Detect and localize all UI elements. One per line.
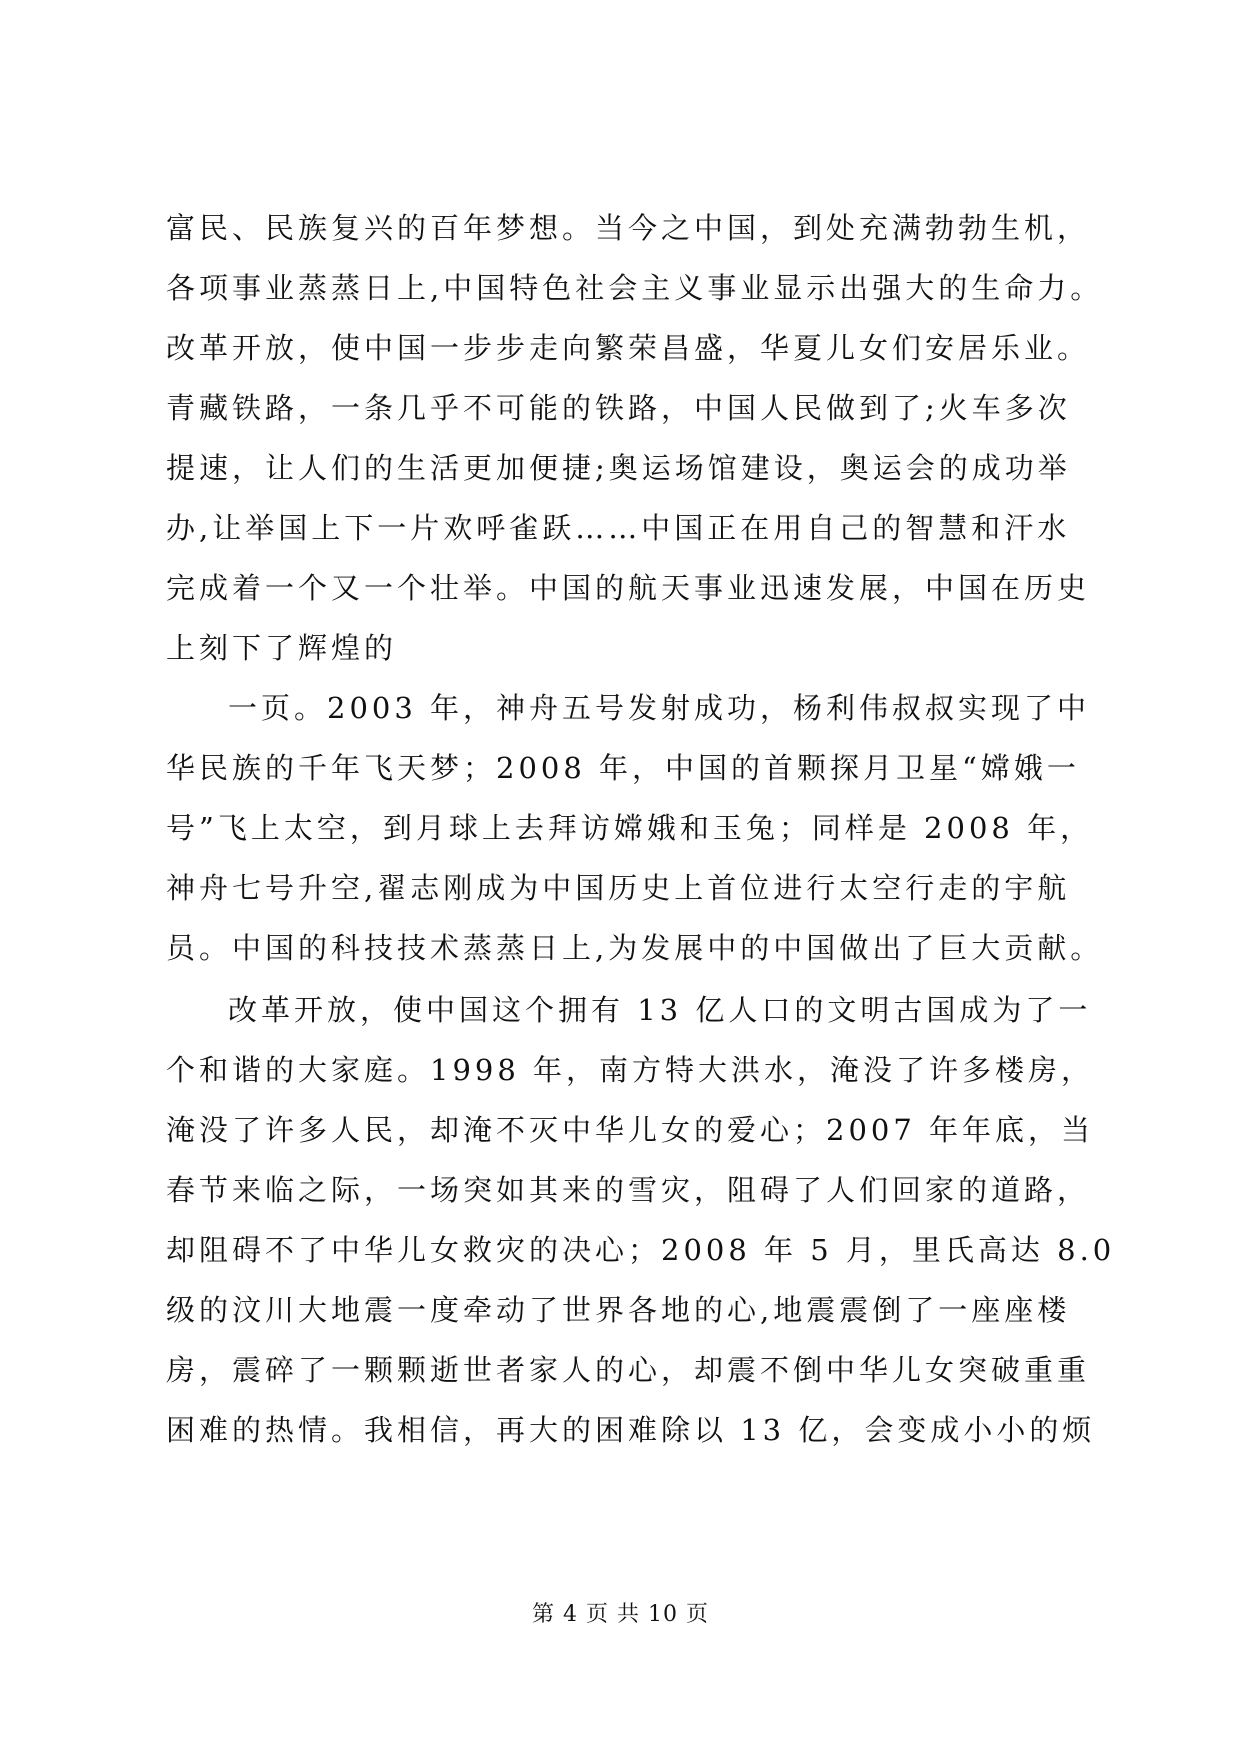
paragraph-first-line: 一页。2003 年，神舟五号发射成功，杨利伟叔叔实现了中	[228, 691, 1091, 725]
text-line: 办,让举国上下一片欢呼雀跃……中国正在用自己的智慧和汗水	[166, 511, 1071, 545]
text-line: 各项事业蒸蒸日上,中国特色社会主义事业显示出强大的生命力。	[166, 271, 1104, 305]
text-line: 淹没了许多人民，却淹不灭中华儿女的爱心；2007 年年底，当	[166, 1113, 1095, 1147]
text-line: 提速，让人们的生活更加便捷;奥运场馆建设，奥运会的成功举	[166, 451, 1071, 485]
text-line: 上刻下了辉煌的	[166, 631, 398, 665]
text-line: 级的汶川大地震一度牵动了世界各地的心,地震震倒了一座座楼	[166, 1293, 1071, 1327]
text-line: 却阻碍不了中华儿女救灾的决心；2008 年 5 月，里氏高达 8.0	[166, 1233, 1116, 1267]
text-line: 富民、民族复兴的百年梦想。当今之中国，到处充满勃勃生机，	[166, 211, 1091, 245]
text-line: 华民族的千年飞天梦；2008 年，中国的首颗探月卫星“嫦娥一	[166, 751, 1080, 785]
text-line: 春节来临之际，一场突如其来的雪灾，阻碍了人们回家的道路，	[166, 1173, 1091, 1207]
text-line: 员。中国的科技技术蒸蒸日上,为发展中的中国做出了巨大贡献。	[166, 931, 1104, 965]
text-line: 完成着一个又一个壮举。中国的航天事业迅速发展，中国在历史	[166, 571, 1091, 605]
text-line: 困难的热情。我相信，再大的困难除以 13 亿，会变成小小的烦	[166, 1413, 1096, 1447]
text-line: 个和谐的大家庭。1998 年，南方特大洪水，淹没了许多楼房，	[166, 1053, 1095, 1087]
text-line: 房，震碎了一颗颗逝世者家人的心，却震不倒中华儿女突破重重	[166, 1353, 1091, 1387]
text-line: 号”飞上太空，到月球上去拜访嫦娥和玉兔；同样是 2008 年，	[166, 811, 1094, 845]
paragraph-first-line: 改革开放，使中国这个拥有 13 亿人口的文明古国成为了一	[228, 993, 1092, 1027]
text-line: 青藏铁路，一条几乎不可能的铁路，中国人民做到了;火车多次	[166, 391, 1071, 425]
page-number-footer: 第 4 页 共 10 页	[532, 1602, 709, 1627]
text-line: 改革开放，使中国一步步走向繁荣昌盛，华夏儿女们安居乐业。	[166, 331, 1091, 365]
text-line: 神舟七号升空,翟志刚成为中国历史上首位进行太空行走的宇航	[166, 871, 1071, 905]
